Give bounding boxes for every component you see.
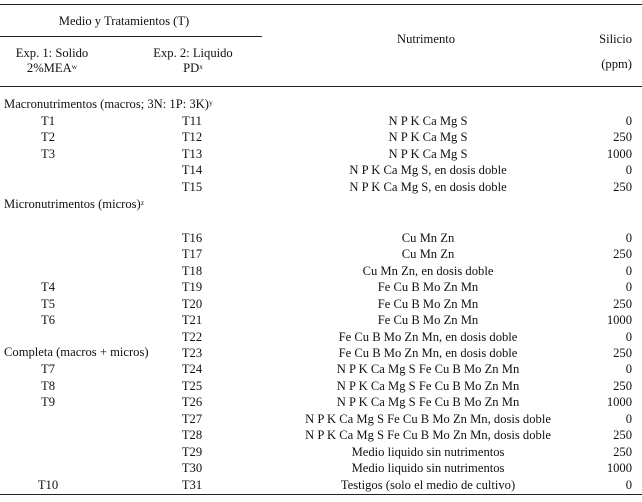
silicon-cell: 250 (613, 296, 632, 311)
table-row: T17 Cu Mn Zn 250 (181, 247, 632, 261)
silicon-cell: 0 (625, 163, 632, 177)
table-row: T22 Fe Cu B Mo Zn Mn, en dosis doble 0 (181, 329, 632, 344)
exp1-header-line2: 2%MEA$^w$ (26, 61, 78, 75)
section-title-complete: Completa (macros + micros) (4, 345, 149, 359)
silicon-cell: 250 (613, 378, 632, 393)
section-title-macros: Macronutrimentos (macros; 3N: 1P: 3K)$^y$ (4, 97, 213, 111)
table-row: T28 N P K Ca Mg S Fe Cu B Mo Zn Mn, dosis doble 250 (181, 428, 632, 442)
exp2-header-line2: $PD^x$ (183, 61, 203, 75)
silicon-cell: 0 (625, 230, 632, 245)
table-row: T16 Cu Mn Zn 0 (181, 230, 632, 245)
silicon-cell: 0 (625, 113, 632, 128)
table-row: T10 T31 Testigos (solo el medio de cultivo) 0 (37, 477, 632, 492)
table-row: T27 N P K Ca Mg S Fe Cu B Mo Zn Mn, dosis doble 0 (181, 411, 632, 426)
silicon-cell: 250 (613, 346, 632, 360)
silicon-cell: 1000 (606, 395, 632, 409)
table-row: T23 Fe Cu B Mo Zn Mn, en dosis doble 250 (181, 346, 632, 360)
top-rule (0, 4, 642, 5)
exp1-header-line1: Exp. 1: Solido (15, 46, 89, 60)
table-row: T30 Medio liquido sin nutrimentos 1000 (181, 461, 632, 475)
silicon-cell: 250 (613, 130, 632, 144)
silicon-cell: 0 (625, 411, 632, 426)
table-row: T7 T24 N P K Ca Mg S Fe Cu B Mo Zn Mn 0 (41, 362, 632, 376)
silicon-cell: 0 (625, 329, 632, 344)
silicon-cell: 1000 (606, 146, 632, 161)
silicon-cell: 250 (613, 179, 632, 194)
table-row: T9 T26 N P K Ca Mg S Fe Cu B Mo Zn Mn 1000 (41, 395, 632, 409)
silicon-header-line2: (ppm) (601, 57, 632, 71)
header-bottom-rule (0, 86, 642, 87)
table-row: T3 T13 N P K Ca Mg S 1000 (41, 146, 632, 161)
silicon-cell: 1000 (606, 461, 632, 475)
nutrient-header: Nutrimento (396, 32, 456, 46)
table-row: T15 N P K Ca Mg S, en dosis doble 250 (181, 179, 632, 194)
table-row: T1 T11 N P K Ca Mg S 0 (41, 113, 632, 128)
group-header-rule (0, 36, 262, 37)
section-title-micros: Micronutrimentos (micros)$^z$ (4, 197, 145, 211)
table-row: T4 T19 Fe Cu B Mo Zn Mn 0 (41, 280, 632, 294)
silicon-header-line1: Silicio (599, 32, 632, 46)
table-row: T6 T21 Fe Cu B Mo Zn Mn 1000 (41, 313, 632, 327)
table-row: T29 Medio liquido sin nutrimentos 250 (181, 444, 632, 459)
table-row: T18 Cu Mn Zn, en dosis doble 0 (181, 263, 632, 278)
silicon-cell: 0 (625, 263, 632, 278)
silicon-cell: 0 (625, 280, 632, 294)
table-row: T5 T20 Fe Cu B Mo Zn Mn 250 (41, 296, 632, 311)
group-header: Medio y Tratamientos (T) (58, 14, 190, 28)
silicon-cell: 250 (613, 247, 632, 261)
silicon-cell: 250 (613, 428, 632, 442)
silicon-cell: 1000 (606, 313, 632, 327)
bottom-rule (0, 494, 642, 495)
silicon-cell: 0 (625, 362, 632, 376)
table-row: T8 T25 N P K Ca Mg S Fe Cu B Mo Zn Mn 250 (41, 378, 632, 393)
silicon-cell: 0 (625, 477, 632, 492)
table-row: T2 T12 N P K Ca Mg S 250 (41, 130, 632, 144)
silicon-cell: 250 (613, 444, 632, 459)
table-row: T14 N P K Ca Mg S, en dosis doble 0 (181, 163, 632, 177)
exp2-header-line1: Exp. 2: Liquido (153, 46, 233, 60)
